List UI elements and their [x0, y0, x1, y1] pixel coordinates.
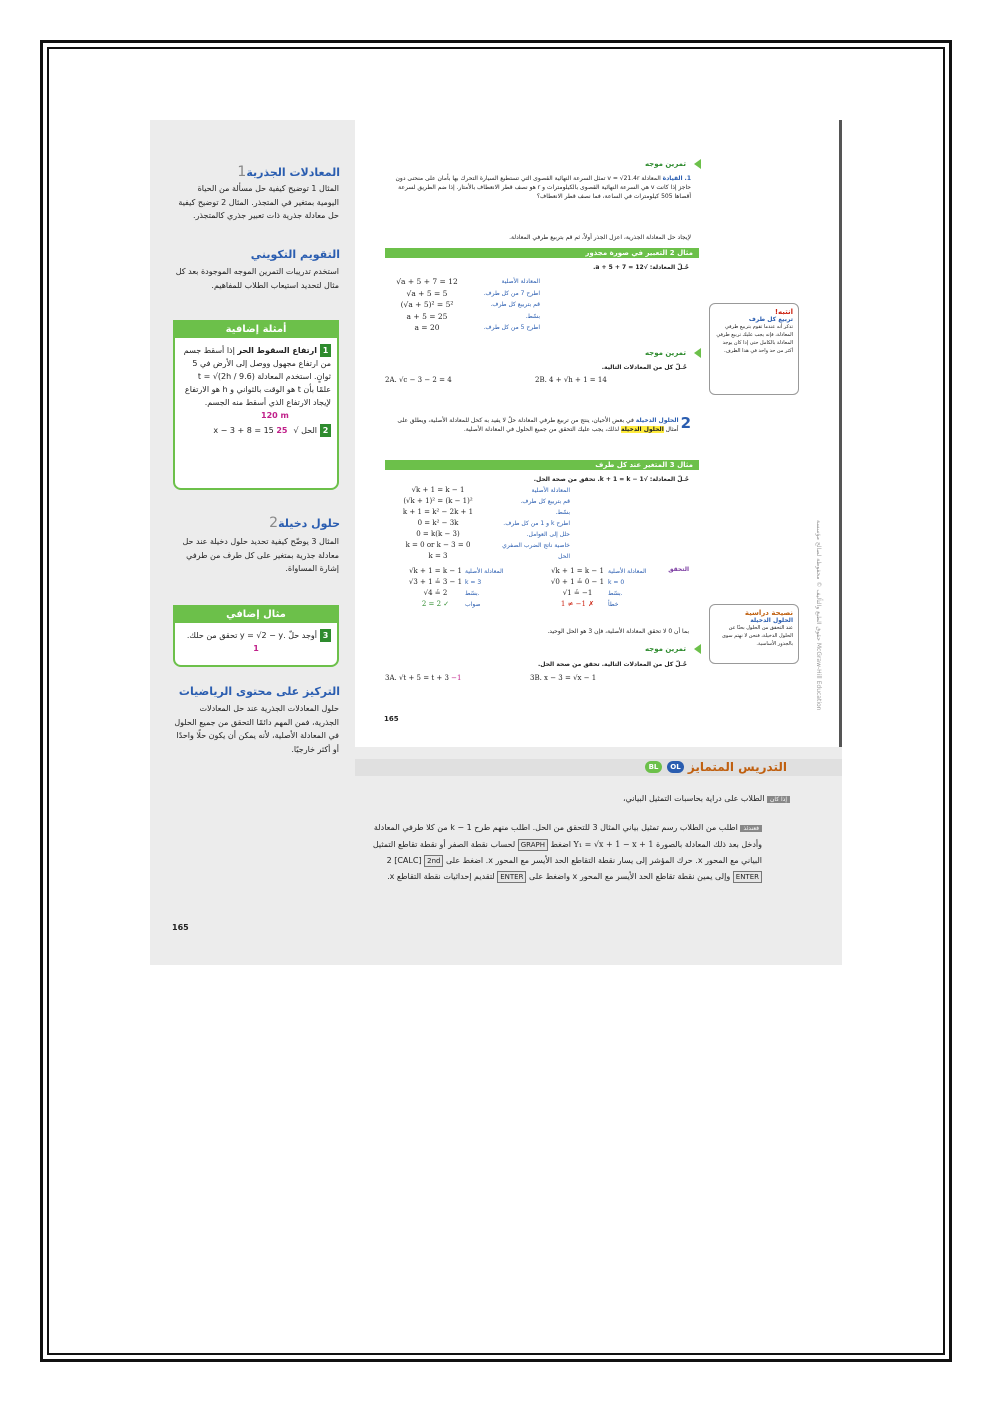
- key-enter: ENTER: [733, 871, 762, 883]
- focus-heading: التركيز على محتوى الرياضيات: [178, 685, 340, 698]
- key-2nd: 2nd: [424, 855, 443, 867]
- check-2: √k + 1 = k − 1 √0 + 1 ≟ 0 − 1 √1 ≟ −1 1 ≠ −1 ✗: [550, 567, 605, 608]
- differentiated-header: [355, 759, 842, 776]
- diff-row-then: فعندئذ اطلب من الطلاب رسم تمثيل بياني المثال 3 للتحقق من الحل. اطلب منهم طرح k − 1 من كلا طرفي المعادلة وأدخل بعد ذلك المعادلة بالصورة Y₁ = √x + 1 − x + 1 اضغط GRAPH لحساب نقطة الصفر أو نقطة تقاطع التمثيل البياني مع المحور x. حرك المؤشر إلى يسار نقطة التقاطع الحد الأيسر مع المحور x. اضغط على 2nd [CALC] 2 ENTER وإلى يمين نقطة تقاطع الحد الأيسر مع المحور x واضغط على ENTER لتقديم إحداثيات نقطة التقاطع x.: [372, 823, 762, 881]
- teacher-page: [150, 120, 842, 965]
- guided-problem-1: 1. القيادة المعادلة v = √21.4r تمثل السرعة النهائية القصوى التي تستطيع السيارة التحرك بها بأمان على منحنى دون حاجز إذا كانت v هي السرعة النهائية القصوى بالكيلومترات و r هو نصف قطر الانعطاف بالأمتار. إذا ضم الطريق لسرعة أقصاها 505 كيلومترات في الساعة، فما نصف قطر الانعطاف؟: [395, 175, 691, 200]
- example2-bar: مثال 2 التعبير في صورة مجذور: [385, 248, 699, 258]
- guided-marker-icon: [694, 159, 701, 169]
- guided-label-3: تمرين موجه: [644, 645, 686, 653]
- differentiated-title: التدريس المتمايز: [687, 760, 787, 774]
- badge-ol: OL: [667, 761, 684, 773]
- tip-box-study: نصيحة دراسية الحلول الدخيلة عند التحقق من الحلول بحثًا عن الحلول الدخيلة، فنحن لا نهتم سوى بالجذور الأساسية.: [709, 604, 799, 664]
- key-enter: ENTER: [497, 871, 526, 883]
- answer-3: 1: [253, 644, 259, 653]
- example3-bar: مثال 3 المتغير عند كل طرف: [385, 460, 699, 470]
- example3-notes: المعادلة الأصلية قم بتربيع كل طرف. بسّط. اطرح k و 1 من كل طرف. حلل إلى العوامل. خاصية ناتج الضرب الصفري الحل: [502, 487, 570, 560]
- check-1: √k + 1 = k − 1 √3 + 1 ≟ 3 − 1 √4 ≟ 2 2 = 2 ✓: [408, 567, 463, 608]
- example2-notes: المعادلة الأصلية اطرح 7 من كل طرف. قم بتربيع كل طرف. بسّط. اطرح 5 من كل طرف.: [483, 278, 540, 331]
- guided-label-1: تمرين موجه: [644, 160, 686, 168]
- formative-text: استخدم تدريبات التمرين الموجه الموجودة بعد كل مثال لتحديد استيعاب الطلاب للمفاهيم.: [175, 267, 339, 290]
- example3-prompt: حُـلّ المعادلة: √k + 1 = k − 1. تحقق من صحة الحل.: [533, 476, 689, 483]
- exercise-2B: 2B. 4 + √h + 1 = 14: [535, 376, 607, 384]
- extra-example-title: مثال إضافي: [175, 607, 337, 623]
- student-page: [355, 120, 842, 747]
- section1-heading: 1المعادلات الجذرية: [237, 164, 340, 180]
- extra-example-box: [173, 605, 339, 667]
- intro-ex2: لإيجاد حل المعادلة الجذرية، اعزل الجذر أولاً، ثم قم بتربيع طرفي المعادلة.: [509, 234, 691, 241]
- guided-marker-icon: [694, 644, 701, 654]
- badge-bl: BL: [645, 761, 662, 773]
- guided-prompt-2: حُـلّ كل من المعادلات التالية.: [601, 364, 687, 371]
- example2-prompt: حُـلّ المعادلة: √a + 5 + 7 = 12.: [593, 264, 689, 271]
- example3-conclusion: بما أن 0 لا تحقق المعادلة الأصلية، فإن 3 هو الحل الوحيد.: [547, 628, 689, 635]
- section2-text: المثال 3 يوضّح كيفية تحديد حلول دخيلة عند حل معادلة جذرية بمتغير على كل طرف من طرفي إشارة المساواة.: [182, 537, 339, 573]
- check-1-notes: المعادلة الأصلية k = 3 بسّط. صواب: [465, 568, 504, 608]
- section1-text: المثال 1 توضيح كيفية حل مسألة من الحياة اليومية بمتغير في المتجذر. المثال 2 توضيح كيفية حل معادلة جذرية ذات تعبير جذري كالمتجذر.: [178, 184, 339, 220]
- extra-example-3: 3أوجد حلّ .y = √2 − y تحقق من حلك. 1: [175, 623, 337, 661]
- exercise-3A: 3A. √t + 5 = t + 3 −1: [385, 674, 462, 682]
- extra-example-2: 2الحل √x − 3 + 8 = 15 25: [175, 422, 337, 439]
- page-number-student: 165: [384, 715, 399, 723]
- page-number-left: 165: [172, 923, 189, 932]
- extra-example-1: 1ارتفاع السقوط الحر إذا أسقط جسم من ارتفاع مجهول ووصل إلى الأرض في 5 ثوانٍ. استخدم المعادلة t = √(2h / 9.6) علمًا بأن t هو الوقت بالثواني و h هو الارتفاع لإيجاد الارتفاع الذي أسقط منه الجسم. 120 m: [175, 338, 337, 422]
- extraneous-intro: 2 الحلول الدخيلة في بعض الأحيان، ينتج من تربيع طرفي المعادلة حلٌ لا يفيد به كحل للمعادلة الأصلية، ويطلق على أمثال الحلول الدخيلة لذلك، يجب عليك التحقق من جميع الحلول في المعادلة الأصلية.: [397, 414, 691, 433]
- exercise-2A: 2A. √c − 3 − 2 = 4: [385, 376, 452, 384]
- extra-examples-box: [173, 320, 339, 490]
- copyright-vertical: حقوق الطبع والتأليف © محفوظة لصالح مؤسسة McGraw-Hill Education: [815, 520, 822, 711]
- example3-steps: √k + 1 = k − 1 (√k + 1)² = (k − 1)² k + 1 = k² − 2k + 1 0 = k² − 3k 0 = k(k − 3) k = 0 or k − 3 = 0 k = 3: [402, 486, 474, 560]
- guided-marker-icon: [694, 348, 701, 358]
- key-graph: GRAPH: [518, 839, 548, 851]
- exercise-3B: 3B. x − 3 = √x − 1: [530, 674, 597, 682]
- section2-heading: 2حلول دخيلة: [269, 515, 340, 531]
- formative-heading: التقويم التكويني: [250, 248, 340, 261]
- check-label: التحقق: [668, 566, 689, 573]
- extra-examples-title: أمثلة إضافية: [175, 322, 337, 338]
- answer-2: 25: [276, 426, 288, 435]
- diff-row-if: إذا كان الطلاب على دراية بحاسبات التمثيل البياني،: [370, 792, 790, 807]
- focus-text: حلول المعادلات الجذرية عند حل المعادلات الجذرية، فمن المهم دائمًا التحقق من جميع الحلول في المعادلة الأصلية، لأنه يمكن أن يكون حلًا واحدًا أو أكثر خارجيًا.: [174, 704, 339, 754]
- example2-steps: √a + 5 + 7 = 12 √a + 5 = 5 (√a + 5)² = 5² a + 5 = 25 a = 20: [396, 277, 458, 332]
- guided-prompt-3: حُـلّ كل من المعادلات التالية. تحقق من صحة الحل.: [537, 661, 687, 668]
- answer-1: 120 m: [261, 411, 289, 420]
- check-2-notes: المعادلة الأصلية k = 0 بسّط. خطأ: [608, 568, 647, 608]
- tip-box-watch-out: انتبه! تربيع كل طرف تذكر أنه عندما تقوم بتربيع طرفي المعادلة، فإنه يجب عليك تربيع طرفي المعادلة بالكامل حتى إذا كان يوجد أكثر من حد واحد في هذا الطرف.: [709, 303, 799, 395]
- guided-label-2: تمرين موجه: [644, 349, 686, 357]
